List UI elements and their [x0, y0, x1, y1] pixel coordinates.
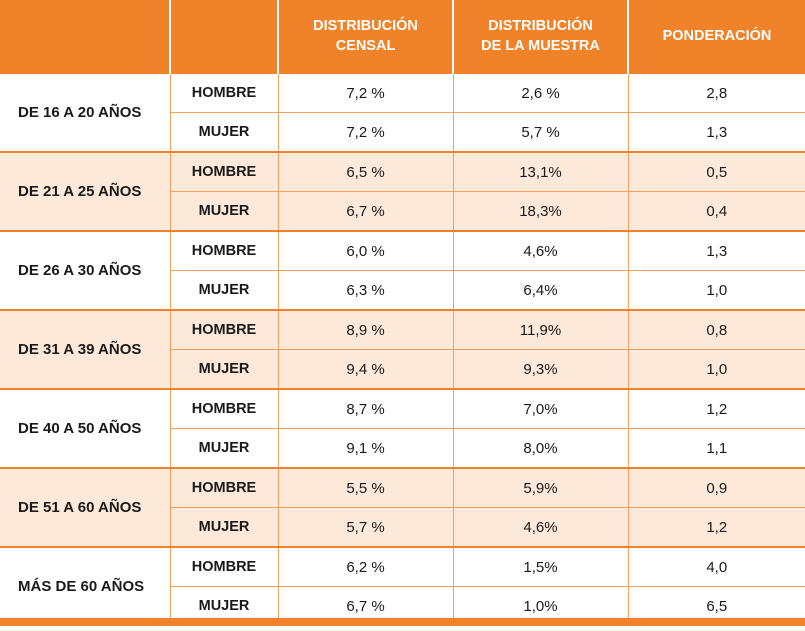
muestra-cell: 5,9% — [453, 468, 628, 508]
table-row — [0, 152, 805, 192]
muestra-cell: 1,0% — [453, 587, 628, 626]
censal-cell: 8,7 % — [278, 389, 453, 429]
sex-cell: MUJER — [170, 429, 278, 469]
ponderacion-cell: 1,2 — [628, 508, 805, 548]
table-row — [0, 468, 805, 508]
bottom-rule — [0, 618, 805, 626]
sex-cell: MUJER — [170, 350, 278, 390]
muestra-cell: 4,6% — [453, 508, 628, 548]
sex-cell: MUJER — [170, 113, 278, 153]
ponderacion-cell: 1,0 — [628, 350, 805, 390]
muestra-cell: 6,4% — [453, 271, 628, 311]
muestra-cell: 5,7 % — [453, 113, 628, 153]
sex-cell: MUJER — [170, 587, 278, 626]
censal-cell: 6,7 % — [278, 587, 453, 626]
censal-cell: 6,3 % — [278, 271, 453, 311]
sex-cell: HOMBRE — [170, 468, 278, 508]
muestra-cell: 11,9% — [453, 310, 628, 350]
muestra-cell: 18,3% — [453, 192, 628, 232]
censal-cell: 6,5 % — [278, 152, 453, 192]
age-group-cell: DE 16 A 20 AÑOS — [0, 73, 170, 152]
age-group-cell: DE 40 A 50 AÑOS — [0, 389, 170, 468]
header-sex — [170, 0, 278, 73]
sex-cell: HOMBRE — [170, 231, 278, 271]
ponderacion-cell: 6,5 — [628, 587, 805, 626]
sex-cell: HOMBRE — [170, 389, 278, 429]
muestra-cell: 2,6 % — [453, 73, 628, 113]
censal-cell: 9,1 % — [278, 429, 453, 469]
table-row — [0, 231, 805, 271]
sex-cell: HOMBRE — [170, 547, 278, 587]
ponderacion-cell: 0,8 — [628, 310, 805, 350]
ponderacion-cell: 1,1 — [628, 429, 805, 469]
censal-cell: 7,2 % — [278, 73, 453, 113]
sex-cell: HOMBRE — [170, 73, 278, 113]
table-row — [0, 73, 805, 113]
header-muestra-line1: DISTRIBUCIÓN — [488, 18, 593, 34]
ponderacion-cell: 2,8 — [628, 73, 805, 113]
sex-cell: HOMBRE — [170, 152, 278, 192]
muestra-cell: 13,1% — [453, 152, 628, 192]
censal-cell: 6,2 % — [278, 547, 453, 587]
header-age — [0, 0, 170, 73]
censal-cell: 9,4 % — [278, 350, 453, 390]
table-row — [0, 389, 805, 429]
censal-cell: 8,9 % — [278, 310, 453, 350]
header-censal-line2: CENSAL — [335, 38, 396, 54]
ponderacion-cell: 4,0 — [628, 547, 805, 587]
table-row — [0, 547, 805, 587]
ponderacion-cell: 0,4 — [628, 192, 805, 232]
age-group-cell: MÁS DE 60 AÑOS — [0, 547, 170, 625]
sex-cell: HOMBRE — [170, 310, 278, 350]
age-group-cell: DE 51 A 60 AÑOS — [0, 468, 170, 547]
age-group-cell: DE 31 A 39 AÑOS — [0, 310, 170, 389]
muestra-cell: 1,5% — [453, 547, 628, 587]
ponderacion-cell: 1,0 — [628, 271, 805, 311]
table-row — [0, 310, 805, 350]
sex-cell: MUJER — [170, 271, 278, 311]
muestra-cell: 8,0% — [453, 429, 628, 469]
censal-cell: 6,7 % — [278, 192, 453, 232]
header-row — [0, 0, 805, 73]
muestra-cell: 7,0% — [453, 389, 628, 429]
censal-cell: 5,5 % — [278, 468, 453, 508]
sex-cell: MUJER — [170, 192, 278, 232]
censal-cell: 7,2 % — [278, 113, 453, 153]
ponderacion-cell: 0,5 — [628, 152, 805, 192]
header-censal — [278, 0, 453, 73]
header-muestra-line2: DE LA MUESTRA — [481, 38, 600, 54]
header-muestra — [453, 0, 628, 73]
ponderacion-cell: 1,3 — [628, 231, 805, 271]
header-ponderacion: PONDERACIÓN — [628, 0, 805, 73]
age-group-cell: DE 21 A 25 AÑOS — [0, 152, 170, 231]
muestra-cell: 9,3% — [453, 350, 628, 390]
header-censal-line1: DISTRIBUCIÓN — [313, 18, 418, 34]
censal-cell: 5,7 % — [278, 508, 453, 548]
ponderacion-cell: 0,9 — [628, 468, 805, 508]
ponderacion-cell: 1,2 — [628, 389, 805, 429]
ponderacion-cell: 1,3 — [628, 113, 805, 153]
sex-cell: MUJER — [170, 508, 278, 548]
muestra-cell: 4,6% — [453, 231, 628, 271]
censal-cell: 6,0 % — [278, 231, 453, 271]
age-group-cell: DE 26 A 30 AÑOS — [0, 231, 170, 310]
